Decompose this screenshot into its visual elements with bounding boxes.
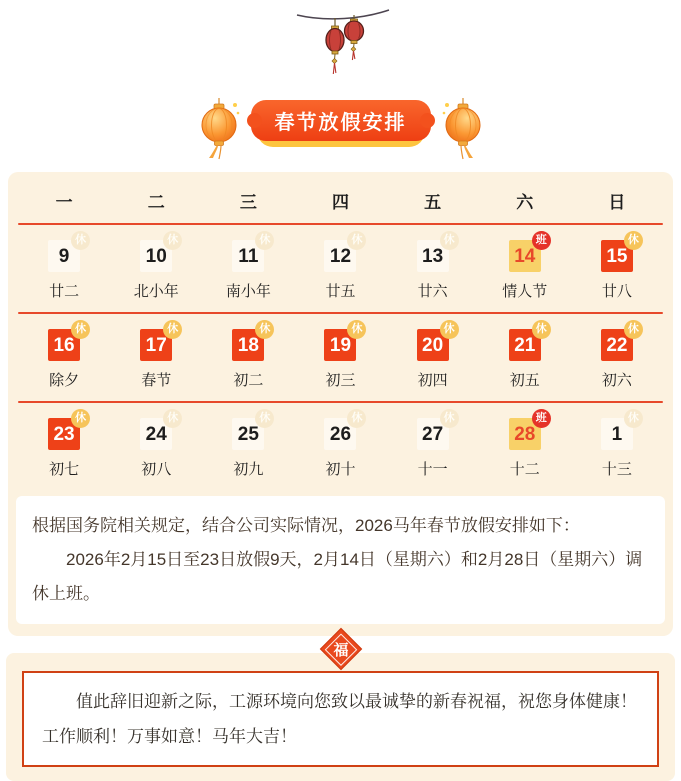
date-number: 17 xyxy=(146,336,167,355)
ghost-badge: 休 xyxy=(71,231,90,250)
calendar-cell-17 xyxy=(110,329,202,390)
rest-badge: 休 xyxy=(532,320,551,339)
date-label: 北小年 xyxy=(110,280,202,301)
ghost-badge: 休 xyxy=(347,231,366,250)
date-label: 十二 xyxy=(479,458,571,479)
date-label: 十一 xyxy=(387,458,479,479)
weekday-label: 六 xyxy=(479,188,571,213)
date-label: 初六 xyxy=(571,369,663,390)
date-number: 27 xyxy=(422,425,443,444)
date-label: 初七 xyxy=(18,458,110,479)
calendar-cell-12 xyxy=(294,240,386,301)
calendar-cell-27 xyxy=(387,418,479,479)
date-number: 1 xyxy=(612,425,623,444)
calendar-cell-16 xyxy=(18,329,110,390)
weekday-label: 五 xyxy=(387,188,479,213)
calendar-cell-22 xyxy=(571,329,663,390)
date-label: 初三 xyxy=(294,369,386,390)
weekday-label: 四 xyxy=(294,188,386,213)
date-number: 9 xyxy=(59,247,70,266)
date-square xyxy=(48,418,80,450)
date-number: 28 xyxy=(514,425,535,444)
rest-badge: 休 xyxy=(255,320,274,339)
weekday-label: 二 xyxy=(110,188,202,213)
date-number: 10 xyxy=(146,247,167,266)
calendar-cell-1 xyxy=(571,418,663,479)
date-number: 20 xyxy=(422,336,443,355)
weekday-label: 三 xyxy=(202,188,294,213)
calendar-row xyxy=(8,314,673,401)
calendar-cell-24 xyxy=(110,418,202,479)
fu-seal-character: 福 xyxy=(327,635,355,663)
date-label: 南小年 xyxy=(202,280,294,301)
date-number: 26 xyxy=(330,425,351,444)
date-label: 初二 xyxy=(202,369,294,390)
lantern-icon-left xyxy=(197,98,241,160)
work-badge: 班 xyxy=(532,231,551,250)
date-square xyxy=(232,329,264,361)
date-square xyxy=(48,240,80,272)
date-label: 春节 xyxy=(110,369,202,390)
lantern-icon-right xyxy=(441,98,485,160)
calendar-cell-18 xyxy=(202,329,294,390)
date-square xyxy=(232,240,264,272)
calendar-cell-25 xyxy=(202,418,294,479)
date-label: 初五 xyxy=(479,369,571,390)
date-number: 12 xyxy=(330,247,351,266)
calendar-row xyxy=(8,225,673,312)
work-badge: 班 xyxy=(532,409,551,428)
calendar-cell-26 xyxy=(294,418,386,479)
ghost-badge: 休 xyxy=(163,231,182,250)
date-square xyxy=(509,240,541,272)
calendar-cell-10 xyxy=(110,240,202,301)
date-square xyxy=(324,240,356,272)
date-square xyxy=(232,418,264,450)
date-square xyxy=(140,329,172,361)
date-square xyxy=(509,418,541,450)
date-label: 情人节 xyxy=(479,280,571,301)
date-label: 廿六 xyxy=(387,280,479,301)
calendar-cell-13 xyxy=(387,240,479,301)
calendar-cell-21 xyxy=(479,329,571,390)
date-number: 25 xyxy=(238,425,259,444)
notice-paragraph-1: 根据国务院相关规定，结合公司实际情况，2026马年春节放假安排如下： xyxy=(32,509,649,543)
date-number: 16 xyxy=(53,336,74,355)
calendar-cell-19 xyxy=(294,329,386,390)
date-square xyxy=(48,329,80,361)
date-number: 24 xyxy=(146,425,167,444)
calendar-cell-11 xyxy=(202,240,294,301)
notice-paragraph-2: 2026年2月15日至23日放假9天，2月14日（星期六）和2月28日（星期六）调休上班。 xyxy=(32,543,649,611)
title-banner xyxy=(251,100,431,141)
date-label: 初四 xyxy=(387,369,479,390)
weekday-label: 日 xyxy=(571,188,663,213)
calendar-grid xyxy=(8,225,673,490)
date-label: 十三 xyxy=(571,458,663,479)
hanging-lanterns-icon xyxy=(287,3,397,81)
date-square xyxy=(140,418,172,450)
date-number: 22 xyxy=(606,336,627,355)
greeting-panel xyxy=(6,653,675,781)
title-banner-row xyxy=(0,94,681,158)
rest-badge: 休 xyxy=(440,320,459,339)
date-square xyxy=(324,329,356,361)
rest-badge: 休 xyxy=(624,231,643,250)
rest-badge: 休 xyxy=(624,320,643,339)
ghost-badge: 休 xyxy=(624,409,643,428)
rest-badge: 休 xyxy=(347,320,366,339)
date-square xyxy=(417,418,449,450)
greeting-text: 值此辞旧迎新之际，工源环境向您致以最诚挚的新春祝福，祝您身体健康！工作顺利！万事如意！马年大吉！ xyxy=(42,684,639,754)
date-square xyxy=(140,240,172,272)
ghost-badge: 休 xyxy=(347,409,366,428)
page-title: 春节放假安排 xyxy=(251,100,431,141)
date-square xyxy=(324,418,356,450)
date-square xyxy=(417,329,449,361)
date-number: 15 xyxy=(606,247,627,266)
greeting-box xyxy=(22,671,659,767)
calendar-cell-15 xyxy=(571,240,663,301)
date-number: 18 xyxy=(238,336,259,355)
calendar-row xyxy=(8,403,673,490)
date-number: 14 xyxy=(514,247,535,266)
ghost-badge: 休 xyxy=(255,231,274,250)
calendar-cell-20 xyxy=(387,329,479,390)
ghost-badge: 休 xyxy=(440,231,459,250)
calendar-cell-23 xyxy=(18,418,110,479)
date-square xyxy=(601,329,633,361)
date-label: 廿五 xyxy=(294,280,386,301)
date-label: 除夕 xyxy=(18,369,110,390)
weekday-label: 一 xyxy=(18,188,110,213)
date-label: 初九 xyxy=(202,458,294,479)
date-number: 13 xyxy=(422,247,443,266)
date-number: 11 xyxy=(238,247,258,266)
calendar-cell-9 xyxy=(18,240,110,301)
date-square xyxy=(509,329,541,361)
date-square xyxy=(601,418,633,450)
date-square xyxy=(601,240,633,272)
rest-badge: 休 xyxy=(71,320,90,339)
ghost-badge: 休 xyxy=(255,409,274,428)
top-decoration xyxy=(0,0,681,90)
date-number: 21 xyxy=(514,336,535,355)
calendar-cell-28 xyxy=(479,418,571,479)
rest-badge: 休 xyxy=(163,320,182,339)
ghost-badge: 休 xyxy=(440,409,459,428)
notice-box xyxy=(16,496,665,624)
date-label: 廿二 xyxy=(18,280,110,301)
rest-badge: 休 xyxy=(71,409,90,428)
calendar-cell-14 xyxy=(479,240,571,301)
calendar-panel xyxy=(8,172,673,636)
date-label: 初十 xyxy=(294,458,386,479)
date-label: 初八 xyxy=(110,458,202,479)
date-number: 19 xyxy=(330,336,351,355)
weekday-header-row xyxy=(8,172,673,223)
ghost-badge: 休 xyxy=(163,409,182,428)
date-label: 廿八 xyxy=(571,280,663,301)
date-number: 23 xyxy=(53,425,74,444)
date-square xyxy=(417,240,449,272)
